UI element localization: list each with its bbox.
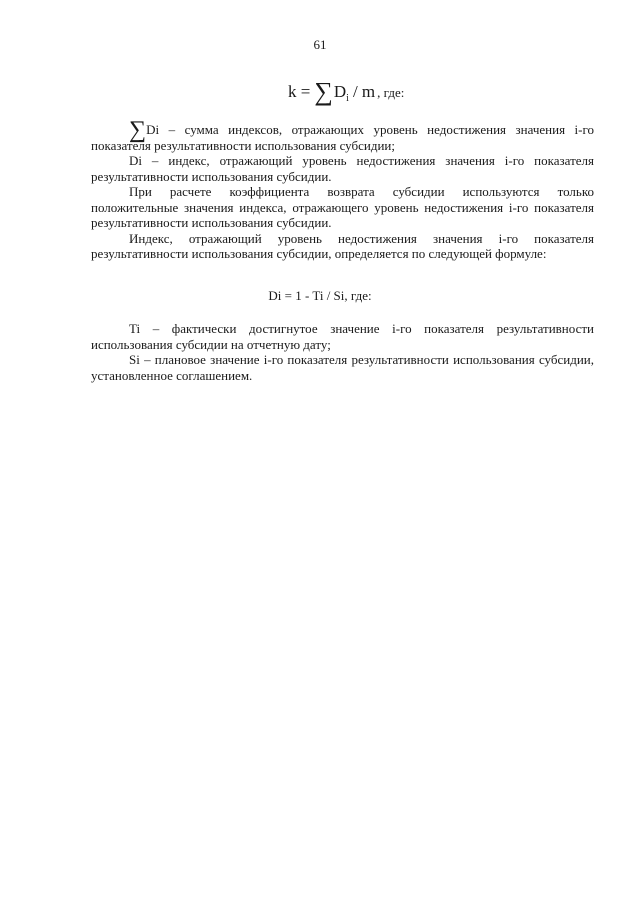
formula-k-var: D <box>333 82 347 101</box>
paragraph-positive-values: При расчете коэффициента возврата субсидии используются только положительные значения индекса, отражающего уровень недостижения i-го показателя результативности использования субсидии. <box>91 184 594 230</box>
sigma-symbol: ∑ <box>314 77 333 106</box>
sigma-symbol: ∑ <box>129 117 147 143</box>
paragraph-sum-di-text: Di – сумма индексов, отражающих уровень недостижения значения i-го показателя результативности использования субсидии; <box>91 122 594 153</box>
formula-k-subscript: i <box>346 93 349 104</box>
formula-k-tail: , где: <box>377 85 405 100</box>
formula-di: Di = 1 - Ti / Si, где: <box>268 288 372 303</box>
paragraph-sum-di <box>91 117 594 153</box>
page-number: 61 <box>313 37 327 52</box>
formula-k-rest: / m <box>352 82 376 101</box>
formula-k <box>288 76 405 106</box>
paragraph-di: Di – индекс, отражающий уровень недостижения значения i-го показателя результативности использования субсидии. <box>91 153 594 184</box>
definitions-block-1 <box>91 117 594 262</box>
paragraph-index-formula-intro: Индекс, отражающий уровень недостижения значения i-го показателя результативности использования субсидии, определяется по следующей формуле: <box>91 230 594 261</box>
definitions-block-2 <box>91 321 594 383</box>
formula-k-lhs: k = <box>288 82 311 101</box>
paragraph-si: Si – плановое значение i-го показателя результативности использования субсидии, установленное соглашением. <box>91 352 594 383</box>
paragraph-ti: Ti – фактически достигнутое значение i-го показателя результативности использования субсидии на отчетную дату; <box>91 321 594 352</box>
